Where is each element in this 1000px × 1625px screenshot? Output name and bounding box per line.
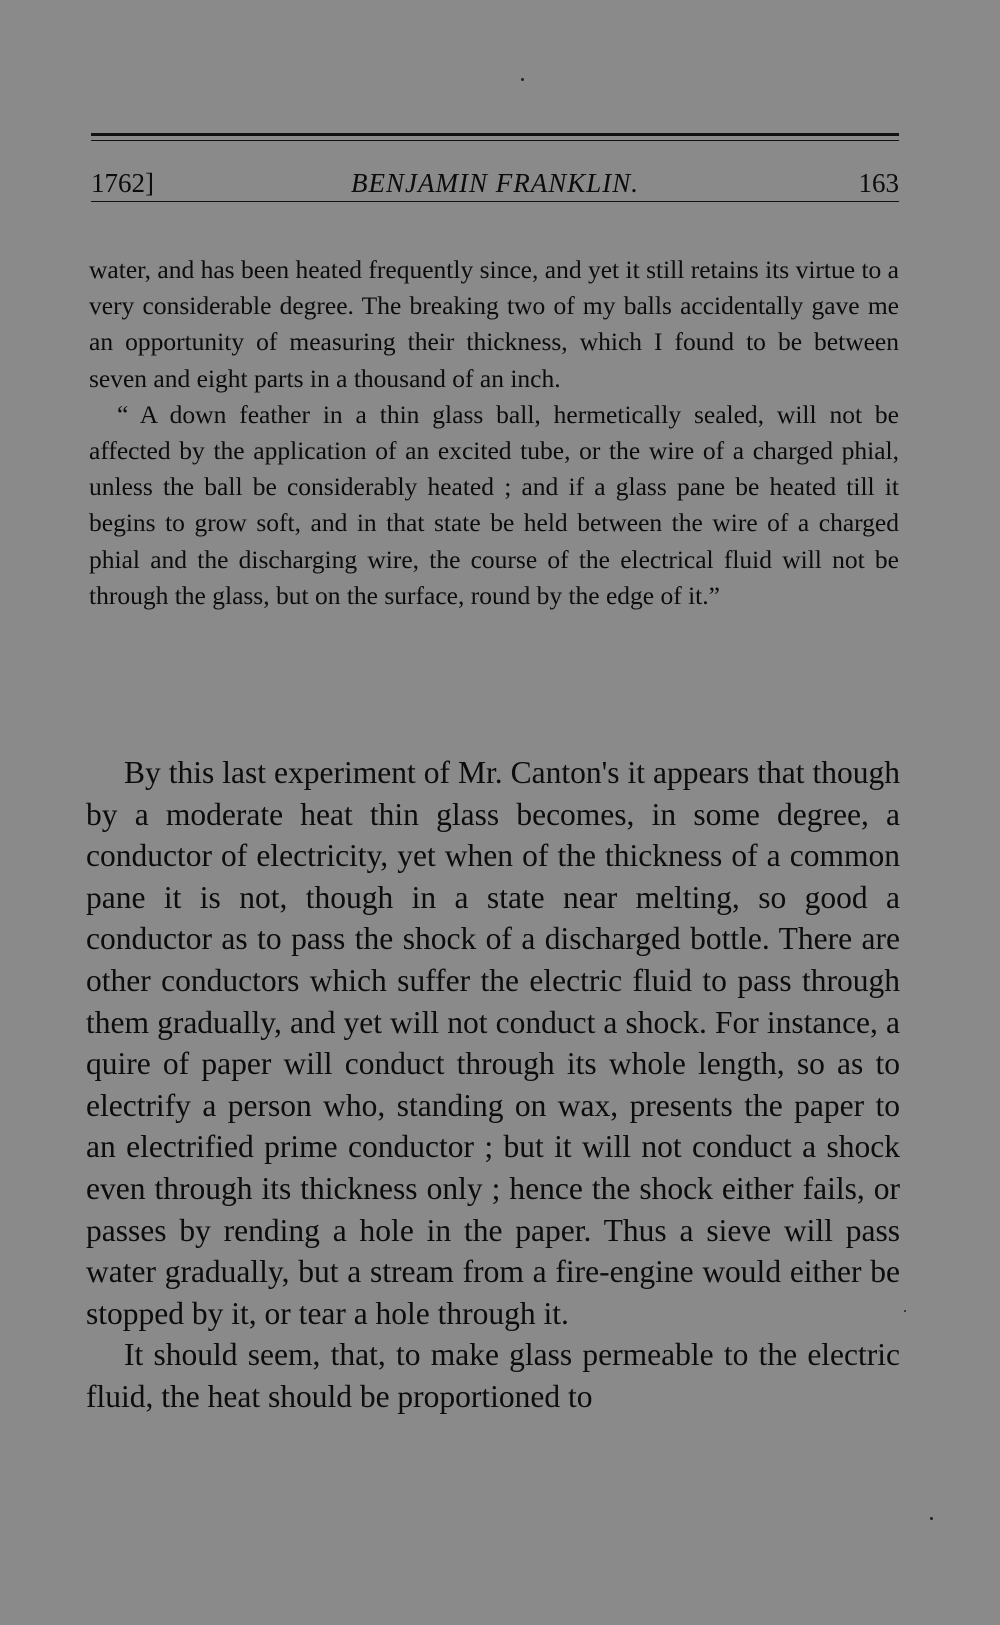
dust-speck (904, 1310, 906, 1312)
body-paragraph-2: It should seem, that, to make glass permeable to the electric fluid, the heat should be proportioned to (86, 1337, 900, 1414)
header-title: BENJAMIN FRANKLIN. (351, 168, 639, 198)
top-double-rule-thin (91, 140, 899, 141)
header-rule (91, 201, 899, 202)
body-paragraph-1: By this last experiment of Mr. Canton's it appears that though by a moderate heat thin glass becomes, in some degree, a conductor of electricity, yet when of the thickness of a common pane it is not, though in a state near melting, so good a conductor as to pass the shock of a discharged bottle. There are other conductors which suffer the electric fluid to pass through them gradually, and yet will not conduct a shock. For instance, a quire of paper will conduct through its whole length, so as to electrify a person who, standing on wax, presents the paper to an electrified prime conductor ; but it will not conduct a shock even through its thickness only ; hence the shock either fails, or passes by rending a hole in the paper. Thus a sieve will pass water gradually, but a stream from a fire-engine would either be stopped by it, or tear a hole through it. (86, 755, 900, 1331)
header-year: 1762] (91, 168, 154, 198)
quoted-passage (89, 252, 899, 614)
dust-speck (521, 78, 524, 81)
quote-paragraph-2: “ A down feather in a thin glass ball, hermetically sealed, will not be affected by the application of an excited tube, or the wire of a charged phial, unless the ball be considerably heated ; and if a glass pane be heated till it begins to grow soft, and in that state be held between the wire of a charged phial and the discharging wire, the course of the electrical fluid will not be through the glass, but on the surface, round by the edge of it.” (89, 399, 899, 610)
quote-paragraph-1: water, and has been heated frequently since, and yet it still retains its virtue to a very considerable degree. The breaking two of my balls accidentally gave me an opportunity of measuring their thickness, which I found to be between seven and eight parts in a thousand of an inch. (89, 255, 899, 393)
main-text (86, 752, 900, 1418)
page-number: 163 (858, 168, 899, 198)
dust-speck (930, 1517, 933, 1520)
running-head (91, 168, 899, 202)
top-double-rule-thick (91, 133, 899, 136)
